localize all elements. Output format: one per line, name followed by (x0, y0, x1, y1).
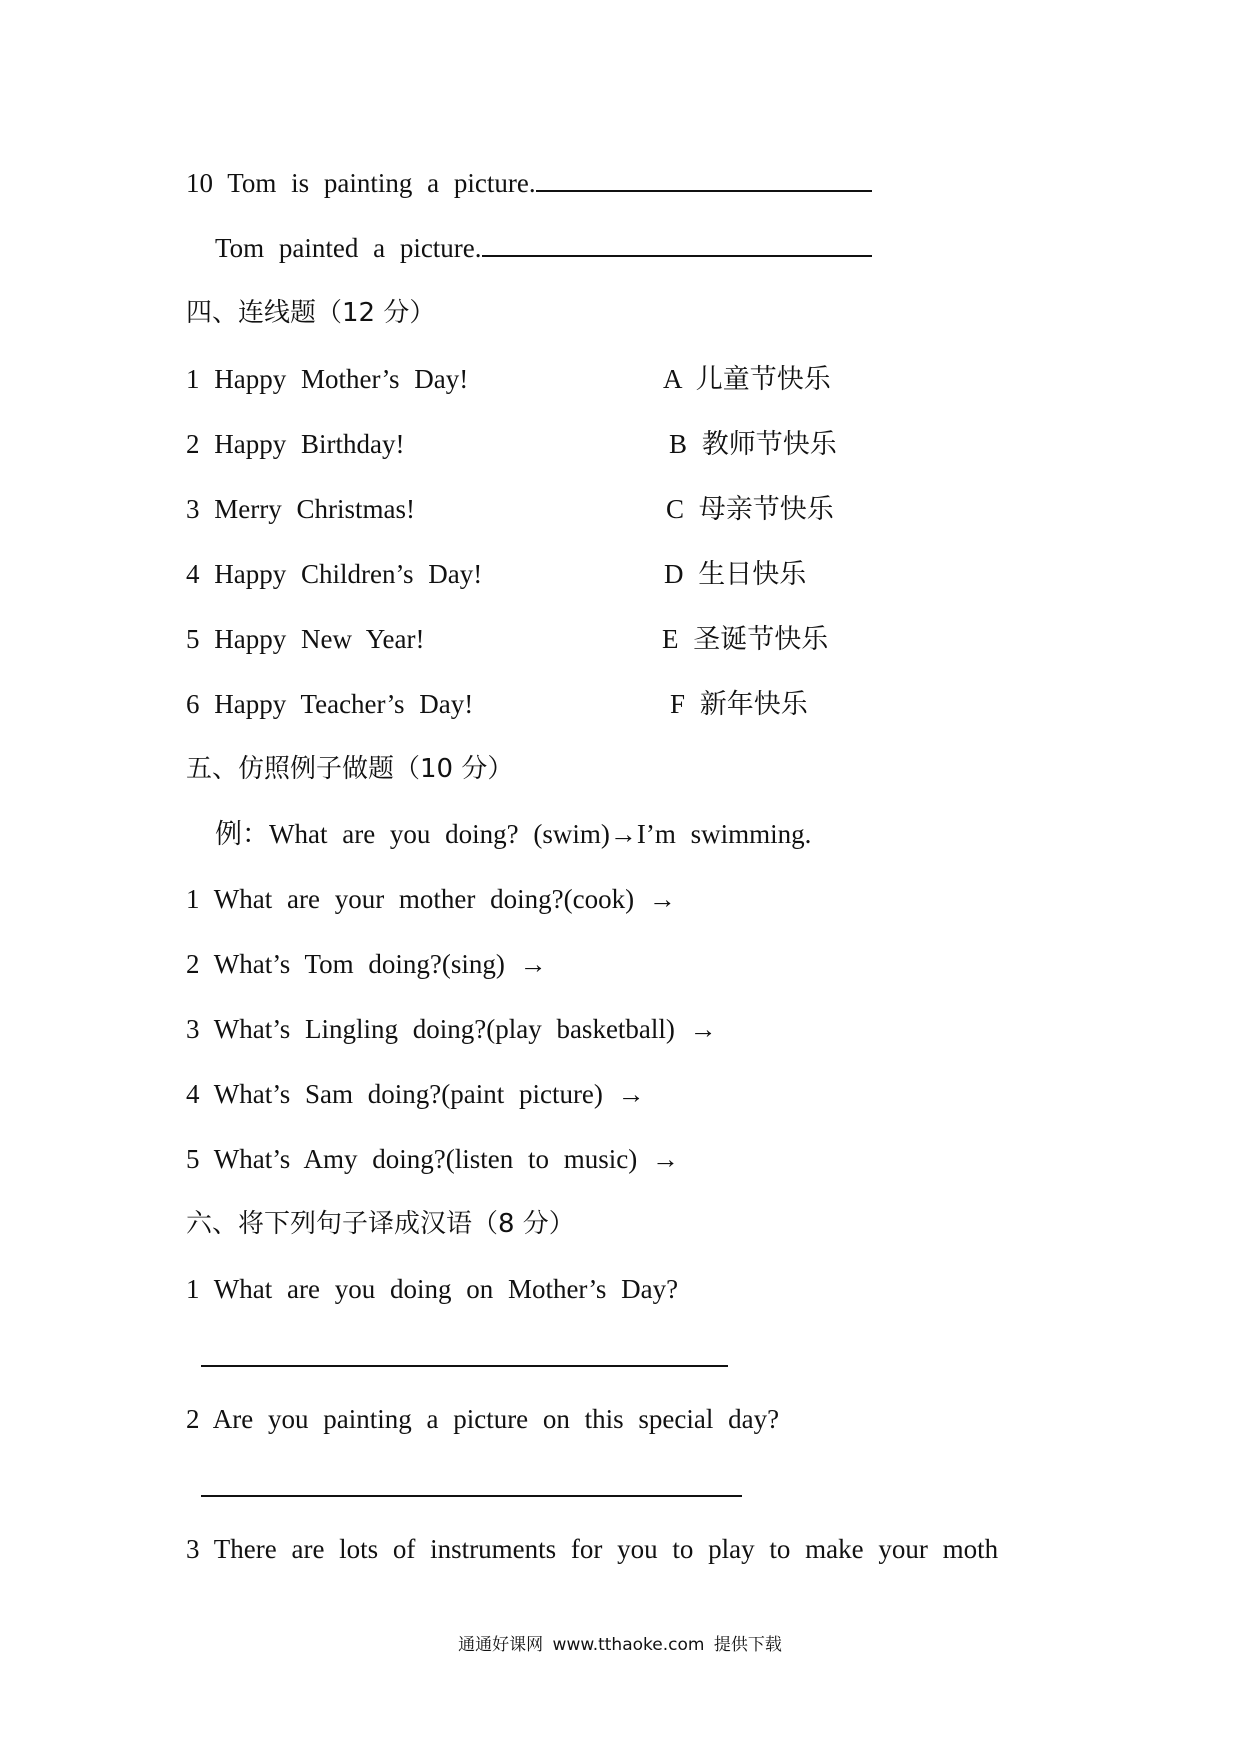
match-left-item: 2 Happy Birthday! (186, 429, 405, 459)
translate-item: 1 What are you doing on Mother’s Day? (186, 1274, 679, 1304)
imitate-item: 4 What’s Sam doing?(paint picture) → (186, 1079, 645, 1109)
question-10a-text: 10 Tom is painting a picture. (186, 168, 536, 198)
imitate-item: 3 What’s Lingling doing?(play basketball) → (186, 1014, 717, 1044)
match-right-item: F 新年快乐 (670, 689, 808, 719)
match-right-item: D 生日快乐 (664, 559, 807, 589)
match-left-item: 4 Happy Children’s Day! (186, 559, 483, 589)
match-right-item: A 儿童节快乐 (663, 364, 831, 394)
section-heading-matching: 四、连线题（12 分） (186, 298, 436, 328)
match-right-item: B 教师节快乐 (669, 429, 837, 459)
imitate-item: 5 What’s Amy doing?(listen to music) → (186, 1144, 679, 1174)
translate-item: 2 Are you painting a picture on this special day? (186, 1404, 780, 1434)
match-left-item: 1 Happy Mother’s Day! (186, 364, 469, 394)
question-10b-text: Tom painted a picture. (215, 233, 482, 263)
section-heading-imitate: 五、仿照例子做题（10 分） (186, 754, 514, 784)
answer-line[interactable] (201, 1365, 728, 1367)
section-heading-translate: 六、将下列句子译成汉语（8 分） (186, 1209, 575, 1239)
match-right-item: E 圣诞节快乐 (662, 624, 829, 654)
imitate-item: 1 What are your mother doing?(cook) → (186, 884, 676, 914)
match-left-item: 3 Merry Christmas! (186, 494, 415, 524)
translate-item: 3 There are lots of instruments for you to play to make your moth (186, 1534, 999, 1564)
question-10b (215, 231, 872, 265)
answer-blank[interactable] (482, 231, 872, 257)
example-sentence: 例：What are you doing? (swim)→I’m swimming. (215, 819, 812, 849)
imitate-item: 2 What’s Tom doing?(sing) → (186, 949, 547, 979)
match-left-item: 5 Happy New Year! (186, 624, 425, 654)
answer-blank[interactable] (536, 166, 872, 192)
match-right-item: C 母亲节快乐 (666, 494, 834, 524)
answer-line[interactable] (201, 1495, 742, 1497)
page-footer: 通通好课网 www.tthaoke.com 提供下载 (458, 1635, 782, 1655)
question-10a (186, 166, 872, 200)
match-left-item: 6 Happy Teacher’s Day! (186, 689, 474, 719)
